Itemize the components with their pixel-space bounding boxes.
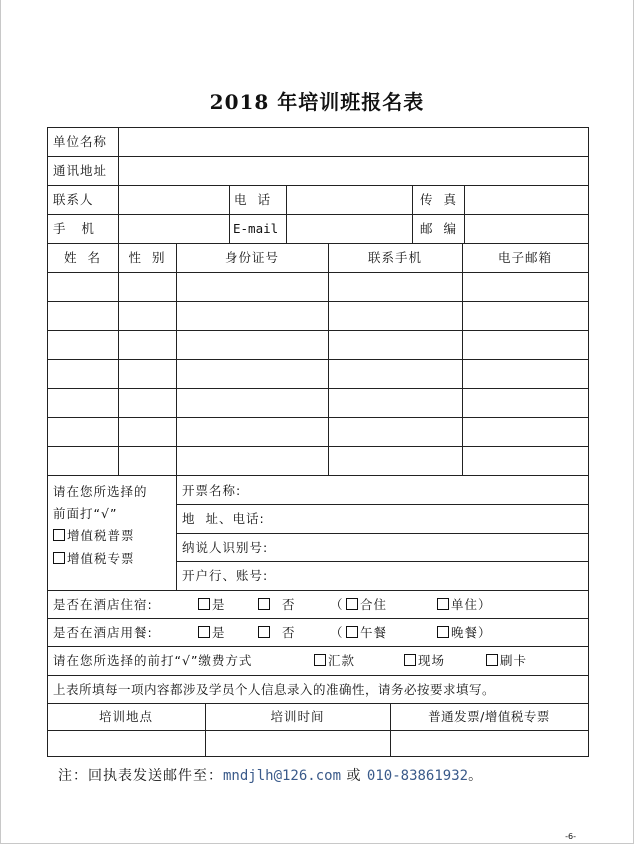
checkbox-icon (198, 598, 210, 610)
mobile-label: 手 机 (53, 221, 95, 236)
mobile-field[interactable] (120, 215, 228, 242)
hotel-stay-label: 是否在酒店住宿: (53, 597, 153, 612)
unit-name-field[interactable] (120, 128, 586, 155)
hotel-stay-shared[interactable]: 合住 (346, 597, 387, 612)
header-mobile: 联系手机 (367, 250, 422, 265)
checkbox-icon (346, 598, 358, 610)
checkbox-icon (53, 529, 65, 541)
invoice-option-special[interactable]: 增值税专票 (53, 551, 135, 566)
payment-label: 请在您所选择的前打“√”缴费方式 (53, 653, 253, 668)
address-field[interactable] (120, 157, 586, 184)
contact-field[interactable] (120, 186, 228, 213)
form-title: 2018 年培训班报名表 (209, 90, 425, 114)
checkbox-icon (346, 626, 358, 638)
hotel-meal-dinner[interactable]: 晚餐） (437, 625, 492, 640)
invoice-name-label: 开票名称: (182, 483, 242, 498)
tax-id-label: 纳说人识别号: (182, 540, 269, 555)
hotel-stay-no[interactable]: 否 (258, 597, 295, 612)
page-number: -6- (565, 832, 576, 841)
bank-account-label: 开户行、账号: (182, 568, 269, 583)
bottom-header-invoice-type: 普通发票/增值税专票 (428, 709, 550, 724)
hotel-meal-yes[interactable]: 是 (198, 625, 226, 640)
checkbox-icon (486, 654, 498, 666)
fax-field[interactable] (466, 186, 586, 213)
invoice-option-general[interactable]: 增值税普票 (53, 528, 135, 543)
invoice-instruction-2: 前面打“√” (53, 506, 118, 521)
checkbox-icon (198, 626, 210, 638)
header-name: 姓 名 (64, 250, 101, 265)
fax-label: 传 真 (420, 192, 457, 207)
address-label: 通讯地址 (53, 163, 108, 178)
checkbox-icon (258, 598, 270, 610)
open-paren: （ (330, 625, 344, 640)
hotel-meal-lunch[interactable]: 午餐 (346, 625, 387, 640)
unit-name-label: 单位名称 (53, 134, 108, 149)
checkbox-icon (258, 626, 270, 638)
invoice-type-field[interactable] (392, 732, 587, 755)
hotel-stay-single[interactable]: 单住） (437, 597, 492, 612)
training-location-field[interactable] (49, 732, 204, 755)
phone-field[interactable] (288, 186, 411, 213)
email-field[interactable] (288, 215, 411, 242)
payment-card[interactable]: 刷卡 (486, 653, 527, 668)
footer-note: 注：回执表发送邮件至：mndjlh@126.com 或 010-83861932。 (58, 768, 484, 784)
hotel-meal-label: 是否在酒店用餐: (53, 625, 153, 640)
invoice-address-label: 地 址、电话: (182, 511, 265, 526)
checkbox-icon (53, 552, 65, 564)
open-paren: （ (330, 597, 344, 612)
contact-phone: 010-83861932 (366, 768, 469, 784)
hotel-meal-no[interactable]: 否 (258, 625, 295, 640)
header-id-number: 身份证号 (224, 250, 279, 265)
postcode-field[interactable] (466, 215, 586, 242)
contact-email-link[interactable]: mndjlh@126.com (223, 768, 342, 784)
checkbox-icon (437, 598, 449, 610)
training-time-field[interactable] (207, 732, 389, 755)
contact-label: 联系人 (53, 192, 94, 207)
disclaimer-text: 上表所填每一项内容都涉及学员个人信息录入的准确性，请务必按要求填写。 (53, 682, 496, 697)
phone-label: 电 话 (234, 192, 271, 207)
bottom-header-time: 培训时间 (270, 709, 325, 724)
header-email: 电子邮箱 (497, 250, 552, 265)
email-label: E-mail (233, 221, 279, 236)
checkbox-icon (404, 654, 416, 666)
payment-onsite[interactable]: 现场 (404, 653, 445, 668)
postcode-label: 邮 编 (420, 221, 457, 236)
payment-remit[interactable]: 汇款 (314, 653, 355, 668)
checkbox-icon (314, 654, 326, 666)
bottom-header-location: 培训地点 (98, 709, 153, 724)
hotel-stay-yes[interactable]: 是 (198, 597, 226, 612)
checkbox-icon (437, 626, 449, 638)
header-gender: 性 别 (128, 250, 166, 265)
invoice-instruction-1: 请在您所选择的 (53, 484, 148, 499)
